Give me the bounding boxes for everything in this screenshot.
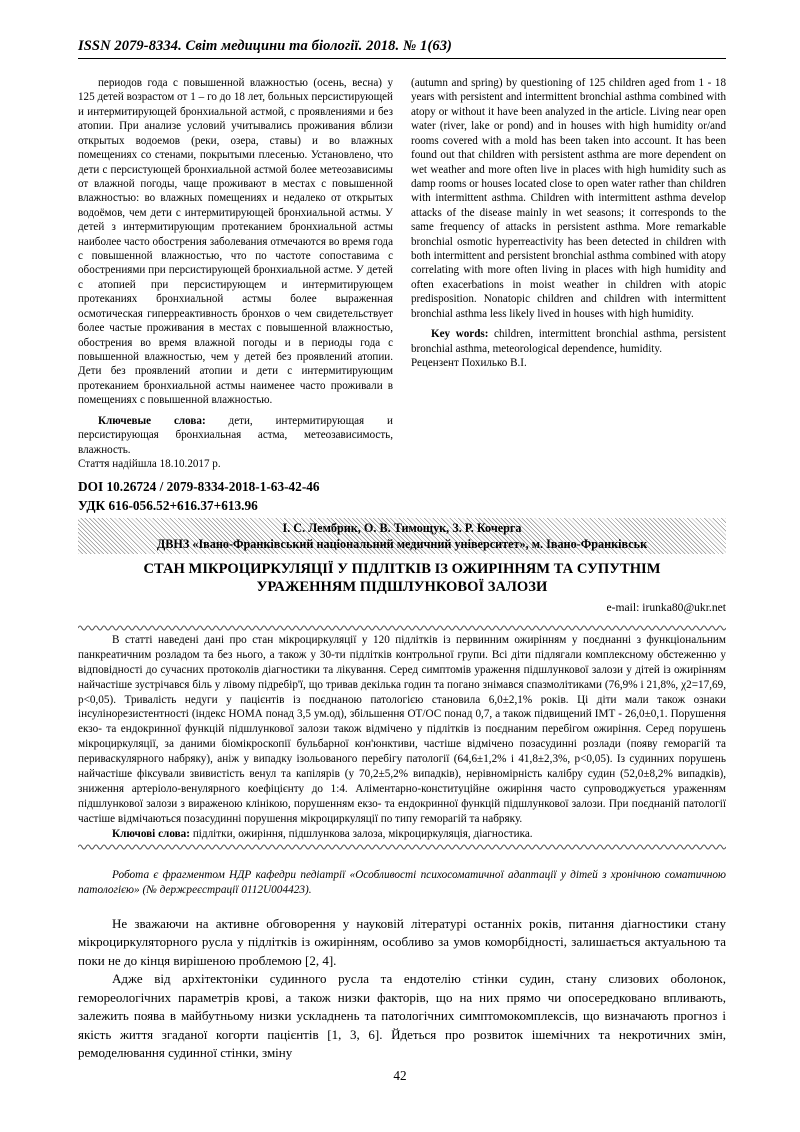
- english-keywords-label: Key words:: [431, 328, 489, 341]
- wavy-rule-top: [78, 624, 726, 631]
- received-date: Стаття надійшла 18.10.2017 р.: [78, 457, 221, 470]
- contact-email: e-mail: irunka80@ukr.net: [606, 601, 726, 614]
- previous-article-abstract: [78, 76, 726, 471]
- ukrainian-abstract-paragraph: В статті наведені дані про стан мікроциркуляції у 120 підлітків із первинним ожирінням у поєднанні з функціональним панкреатичним розладом та без нього, а також у 30-ти підлітків контрольної групи. Всі діти підлягали комплексному обстеженню у відповідності до сучасних протоколів діагностики та лікування. Серед симптомів ураження підшлункової залози у дітей із ожирінням найчастіше зустрічався біль у лівому підребір'ї, що тривав декілька годин та погано знімався спазмолітиками (76,9% і 21,8%, χ2=17,69, p<0,05). Тривалість недуги у пацієнтів із поєднаною патологією становила 6,0±2,1% років. Ці діти мали також ознаки інсулінорезистентності (індекс НОМА понад 3,5 ум.од), збільшення ОТ/ОС понад 0,7, а також підвищений ІМТ - 26,0±0,1. Порушення екзо- та ендокринної функцій підшлункової залози також відмічено у підлітків із поєднаним перебігом ожиріння. Серед порушень мікроциркуляції, за даними біомікроскопії бульбарної кон'юнктиви, частіше відмічено позасудинні розлади (появу геморагій та периваскулярного набряку), аніж у випадку ізольованого перебігу патології (64,6±1,2% і 41,8±2,3%, p<0,05). Із судинних порушень найчастіше фіксували звивистість венул та капілярів (у 70,2±5,2% випадків), нерівномірність калібру судин (52,0±8,2% випадків), зниження артеріоло-венулярного коефіцієнту до 1:4. Аліментарно-конституційне ожиріння часто супроводжується ураженням підшлункової залози з вираженою клінікою, порушенням екзо- та ендокринної функцій підшлункової залози. При поєднаній патології частіше відмічаються позасудинні порушення мікроциркуляції по типу геморагій та набряку.: [78, 634, 726, 825]
- author-names: І. С. Лембрик, О. В. Тимощук, З. Р. Кочерга: [282, 520, 522, 535]
- running-head-text: ISSN 2079-8334. Світ медицини та біології. 2018. № 1(63): [78, 38, 452, 54]
- funding-note-text: Робота є фрагментом НДР кафедри педіатрії «Особливості психосоматичної адаптації у дітей з хронічною соматичною патологією» (№ держреєстрації 0112U004423).: [78, 869, 726, 897]
- russian-abstract-paragraph: периодов года с повышенной влажностью (осень, весна) у 125 детей возрастом от 1 – го до 18 лет, больных персистирующей и интермитирующей бронхиальной астмой, с проявлениями и без атопии. При анализе условий учитывались проживания вблизи открытых водоемов (реки, озера, ставы) и во влажных помещениях со стенами, покрытыми плесенью. Установлено, что дети с персистующей бронхиальной астмой более метеозависимы от влажной погоды, чаще проживают в местах с повышенной влажностью: во влажных помещениях и недалеко от открытых водоёмов, чем дети с интермитирующей бронхиальной астмы. У детей з интермитирующим протеканием бронхиальной астмы наиболее часто обострения заболевания отмечаются во время года с повышенной влажностью, что по частоте сопоставима с обострениями при персистирующей бронхиальной астме. У детей с атопией при персистирующем и интермитирующем протеканиях бронхиальной астмы более выраженная осмотическая гиперреактивность бронхов о чем свидетельствует более частые проживания в местах с повышенной влажностью, обострения во время влажной погоды и в периоды года с повышенной влажностью, чем у детей без проявлений атопии. Дети без проявлений атопии и дети с интермитирующим протеканием бронхиальной астмы наименее часто проживали в помещениях с повышенной влажностью.: [78, 77, 393, 407]
- article-title: [110, 560, 694, 596]
- ukrainian-abstract-box: [78, 624, 726, 850]
- russian-keywords-label: Ключевые слова:: [98, 414, 206, 427]
- author-affiliation: ДВНЗ «Івано-Франківський національний медичний університет», м. Івано-Франківськ: [156, 537, 648, 551]
- doi-line: DOI 10.26724 / 2079-8334-2018-1-63-42-46: [78, 479, 320, 494]
- russian-keywords-text: дети, интермитирующая и персистирующая бронхиальная астма, метеозависимость, влажность.: [78, 414, 393, 456]
- article-body: [78, 915, 726, 1063]
- ukrainian-keywords-label: Ключові слова:: [112, 827, 191, 840]
- russian-keywords: [78, 414, 393, 457]
- author-banner: [78, 518, 726, 554]
- ukrainian-keywords-text: підлітки, ожиріння, підшлункова залоза, мікроциркуляція, діагностика.: [192, 827, 533, 840]
- udc-line: УДК 616-056.52+616.37+613.96: [78, 497, 258, 513]
- english-keywords-text: children, intermittent bronchial asthma, persistent bronchial asthma, meteorological dependence, humidity.: [411, 328, 726, 355]
- funding-note: [78, 868, 726, 899]
- ukrainian-keywords: [78, 827, 726, 842]
- running-head: [78, 38, 726, 59]
- running-head-rule: [78, 58, 726, 59]
- english-keywords: [411, 327, 726, 356]
- doi-udc-block: [78, 478, 320, 516]
- ukrainian-abstract-body: [78, 631, 726, 843]
- body-paragraph-1: Не зважаючи на активне обговорення у науковій літературі останніх років, питання діагностики стану мікроциркуляторного русла у підлітків із ожирінням, особливо за умов коморбідності, залишається актуальною та поки не до кінця вирішеною проблемою [2, 4].: [78, 916, 726, 968]
- abstract-column-russian: [78, 76, 393, 471]
- reviewer-line: Рецензент Похилько В.І.: [411, 357, 527, 370]
- article-title-line-2: УРАЖЕННЯМ ПІДШЛУНКОВОЇ ЗАЛОЗИ: [256, 579, 548, 596]
- wavy-rule-bottom: [78, 843, 726, 850]
- page-number: 42: [393, 1068, 407, 1083]
- english-abstract-paragraph: (autumn and spring) by questioning of 125 children aged from 1 - 18 years with persistent and intermittent bronchial asthma combined with atopy or without it have been analyzed in the article. Living near open water (river, lake or pond) and in houses with high humidity or/and rooms covered with a mold has been taken into account. It has been found out that children with persistent asthma are more dependent on wet weather and more often live in places with high humidity such as damp rooms or houses located close to open water rather than children with intermittent asthma. Children with intermittent asthma develop attacks of the disease mainly in wet seasons; it corresponds to the same frequency of attacks in persistent asthma. More remarkable bronchial osmotic hyperreactivity has been detected in children with both intermittent and persistent bronchial asthma combined with atopy correlating with more often living in places with high humidity and often exacerbations in moist weather in children with atopic predisposition. Nonatopic children and children with intermittent bronchial asthma less likely lived in houses with high humidity.: [411, 77, 726, 320]
- abstract-column-english: [411, 76, 726, 471]
- article-title-line-1: СТАН МІКРОЦИРКУЛЯЦІЇ У ПІДЛІТКІВ ІЗ ОЖИРІННЯМ ТА СУПУТНІМ: [143, 561, 661, 577]
- body-paragraph-2: Адже від архітектоніки судинного русла та ендотелію стінки судин, стану слизових оболонок, гемореологічних параметрів крові, а також низки факторів, що на них прямо чи опосередковано впливають, залежить поява в майбутньому низки ускладнень та патологічних симптомокомплексів, що визначають прогноз і якість життя згаданої когорти пацієнтів [1, 3, 6]. Йдеться про розвиток ішемічних та некротичних змін, ремоделювання судинної стінки, зміну: [78, 971, 726, 1061]
